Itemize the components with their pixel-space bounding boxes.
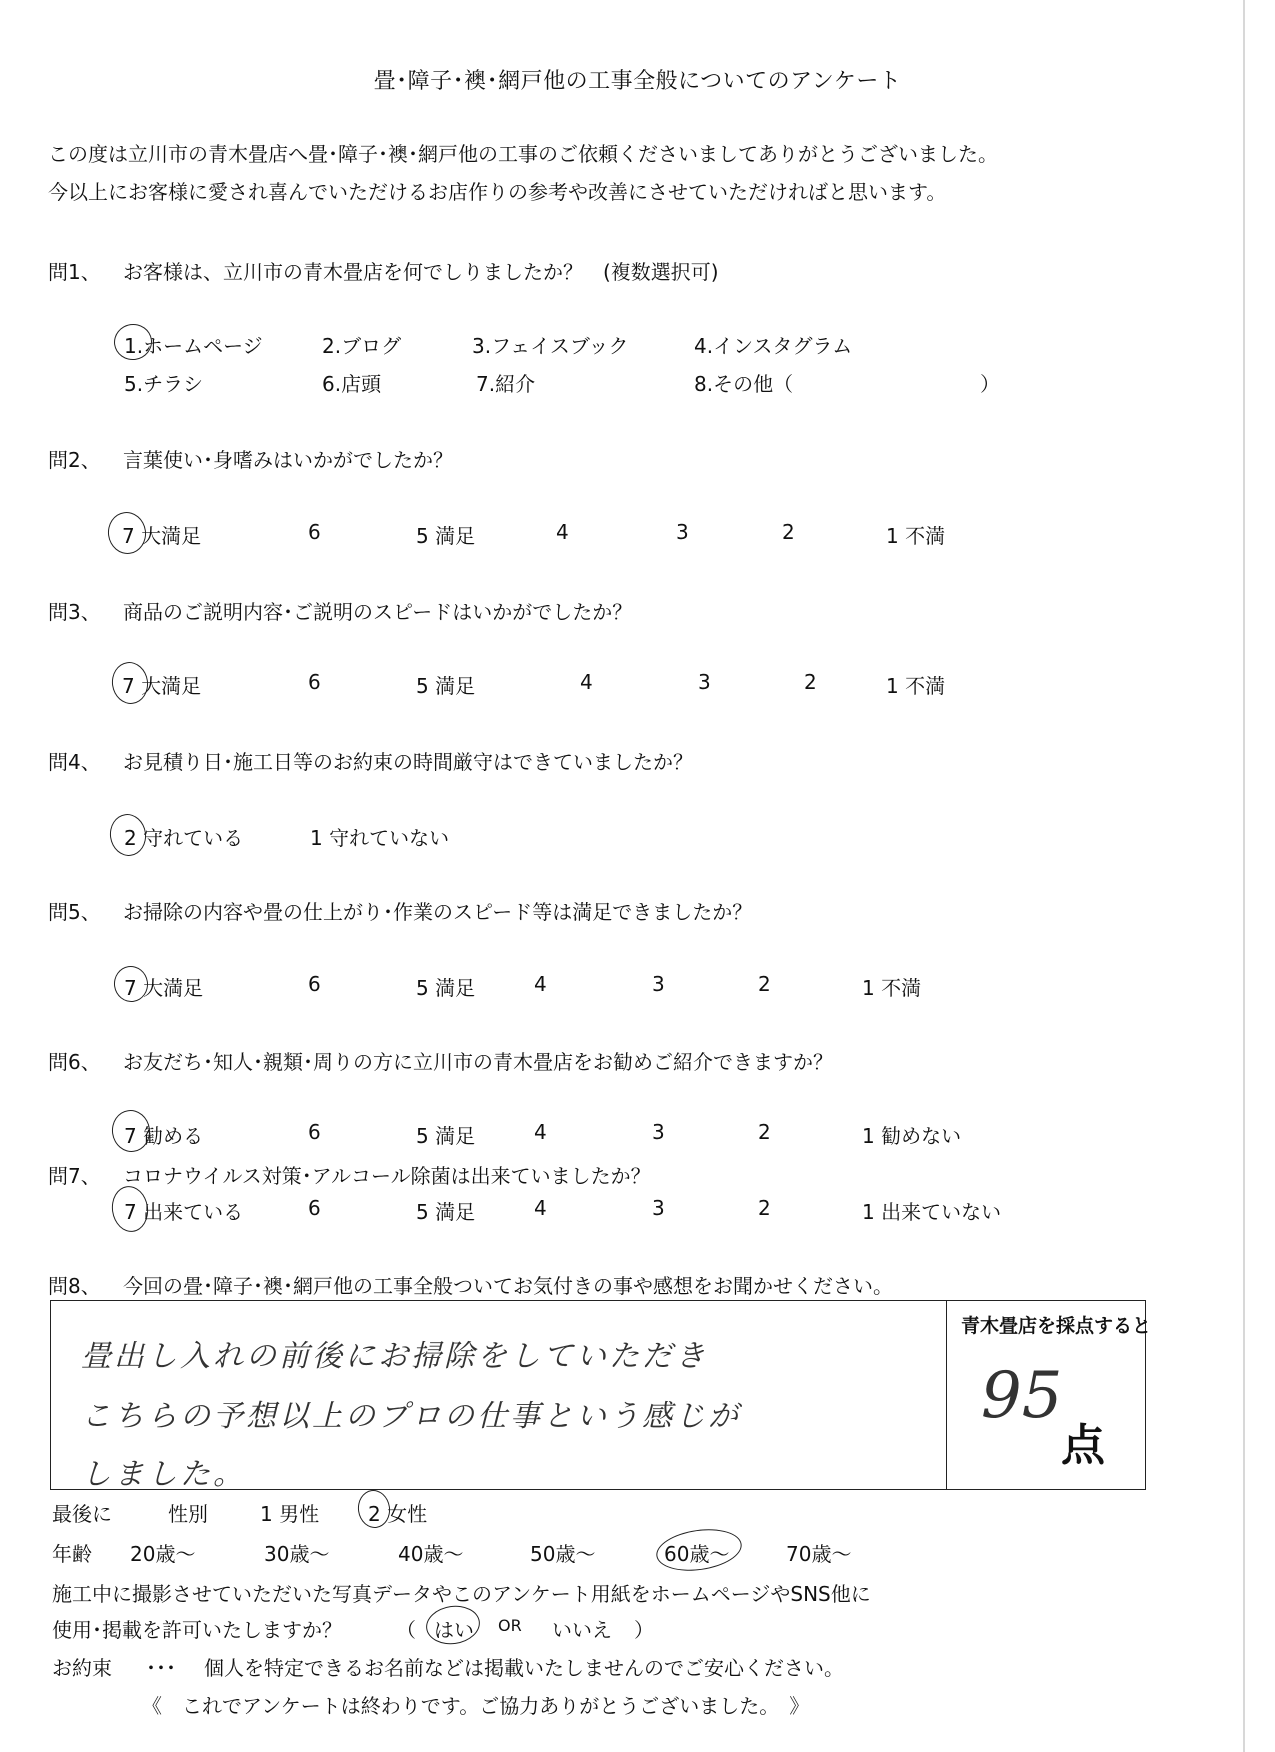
- q6-option-5[interactable]: 5 満足: [416, 1124, 476, 1148]
- q3-option-1[interactable]: 1 不満: [886, 674, 946, 698]
- q6-option-7[interactable]: 7 勧める: [124, 1124, 204, 1148]
- question-7: [48, 1160, 651, 1189]
- question-number: 問3、: [48, 600, 101, 624]
- handwritten-comment-line-3: しました。: [81, 1457, 246, 1492]
- question-text: コロナウイルス対策･アルコール除菌は出来ていましたか？: [123, 1164, 651, 1188]
- q1-option-3[interactable]: 3.フェイスブック: [472, 334, 629, 358]
- question-text: お掃除の内容や畳の仕上がり･作業のスピード等は満足できましたか？: [123, 900, 753, 924]
- intro-line-1: この度は立川市の青木畳店へ畳･障子･襖･網戸他の工事のご依頼くださいましてありがとうございました。: [48, 142, 998, 166]
- q2-option-3[interactable]: 3: [676, 520, 689, 544]
- question-2: [48, 444, 453, 473]
- q6-option-6[interactable]: 6: [308, 1120, 321, 1144]
- q2-option-6[interactable]: 6: [308, 520, 321, 544]
- age-selected-circle: [654, 1524, 745, 1576]
- score-unit: 点: [1061, 1420, 1105, 1471]
- q2-option-1[interactable]: 1 不満: [886, 524, 946, 548]
- age-option-50[interactable]: 50歳～: [530, 1542, 596, 1566]
- question-5: [48, 896, 752, 925]
- q5-option-5[interactable]: 5 満足: [416, 976, 476, 1000]
- q5-option-6[interactable]: 6: [308, 972, 321, 996]
- q7-option-2[interactable]: 2: [758, 1196, 771, 1220]
- question-text: お客様は、立川市の青木畳店を何でしりましたか？ (複数選択可): [123, 260, 719, 284]
- age-option-30[interactable]: 30歳～: [264, 1542, 330, 1566]
- question-1: [48, 256, 719, 285]
- q3-option-5[interactable]: 5 満足: [416, 674, 476, 698]
- question-number: 問7、: [48, 1164, 101, 1188]
- age-option-70[interactable]: 70歳～: [786, 1542, 852, 1566]
- q3-option-3[interactable]: 3: [698, 670, 711, 694]
- q7-selected-circle: [109, 1184, 151, 1235]
- question-number: 問4、: [48, 750, 101, 774]
- survey-title: 畳･障子･襖･網戸他の工事全般についてのアンケート: [373, 69, 902, 94]
- q5-option-3[interactable]: 3: [652, 972, 665, 996]
- q6-option-4[interactable]: 4: [534, 1120, 547, 1144]
- gender-option-female[interactable]: 2 女性: [368, 1502, 428, 1526]
- gender-option-male[interactable]: 1 男性: [260, 1502, 320, 1526]
- q7-option-3[interactable]: 3: [652, 1196, 665, 1220]
- question-number: 問2、: [48, 448, 101, 472]
- q1-option-4[interactable]: 4.インスタグラム: [694, 334, 853, 358]
- q3-option-6[interactable]: 6: [308, 670, 321, 694]
- q2-selected-circle: [105, 510, 148, 557]
- question-number: 問8、: [48, 1274, 101, 1298]
- permission-no[interactable]: いいえ: [552, 1618, 612, 1642]
- q3-option-2[interactable]: 2: [804, 670, 817, 694]
- q1-option-1[interactable]: 1.ホームページ: [124, 334, 263, 358]
- question-8: [48, 1270, 893, 1299]
- question-number: 問6、: [48, 1050, 101, 1074]
- q2-option-5[interactable]: 5 満足: [416, 524, 476, 548]
- q6-option-3[interactable]: 3: [652, 1120, 665, 1144]
- question-text: お友だち･知人･親類･周りの方に立川市の青木畳店をお勧めご紹介できますか？: [123, 1050, 833, 1074]
- q4-selected-circle: [107, 812, 148, 859]
- q1-option-7[interactable]: 7.紹介: [476, 372, 536, 396]
- q7-option-5[interactable]: 5 満足: [416, 1200, 476, 1224]
- q2-option-7[interactable]: 7 大満足: [122, 524, 202, 548]
- promise-text: 個人を特定できるお名前などは掲載いたしませんのでご安心ください。: [204, 1656, 844, 1680]
- age-label: 年齢: [52, 1542, 92, 1566]
- permission-open: （: [396, 1618, 416, 1642]
- q1-option-8-close: ）: [980, 372, 1000, 396]
- question-4: [48, 746, 693, 775]
- q1-option-8[interactable]: 8.その他（: [694, 372, 794, 396]
- q5-option-7[interactable]: 7 大満足: [124, 976, 204, 1000]
- promise-label: お約束: [52, 1656, 112, 1680]
- q5-option-1[interactable]: 1 不満: [862, 976, 922, 1000]
- question-3: [48, 596, 632, 625]
- q3-selected-circle: [109, 660, 150, 707]
- q7-option-1[interactable]: 1 出来ていない: [862, 1200, 1002, 1224]
- scan-edge: [1243, 0, 1245, 1752]
- q3-option-7[interactable]: 7 大満足: [122, 674, 202, 698]
- intro-line-2: 今以上にお客様に愛され喜んでいただけるお店作りの参考や改善にさせていただければと思います。: [48, 180, 947, 204]
- q1-option-2[interactable]: 2.ブログ: [322, 334, 402, 358]
- q1-option-5[interactable]: 5.チラシ: [124, 372, 204, 396]
- q2-option-2[interactable]: 2: [782, 520, 795, 544]
- question-text: 今回の畳･障子･襖･網戸他の工事全般ついてお気付きの事や感想をお聞かせください。: [123, 1274, 893, 1298]
- permission-or: OR: [498, 1616, 522, 1635]
- score-value[interactable]: 95: [981, 1359, 1063, 1433]
- comment-score-divider: [946, 1301, 947, 1489]
- final-lead: 最後に: [52, 1502, 112, 1526]
- permission-line-2: 使用･掲載を許可いたしますか？: [52, 1618, 342, 1642]
- permission-line-1: 施工中に撮影させていただいた写真データやこのアンケート用紙をホームページやSNS他に: [52, 1582, 871, 1606]
- q6-option-2[interactable]: 2: [758, 1120, 771, 1144]
- closing-message: 《 これでアンケートは終わりです。ご協力ありがとうございました。 》: [142, 1694, 810, 1718]
- q4-option-1[interactable]: 1 守れていない: [310, 826, 450, 850]
- q2-option-4[interactable]: 4: [556, 520, 569, 544]
- question-number: 問1、: [48, 260, 101, 284]
- handwritten-comment-line-2: こちらの予想以上のプロの仕事という感じが: [81, 1399, 741, 1434]
- q7-option-7[interactable]: 7 出来ている: [124, 1200, 244, 1224]
- q4-option-2[interactable]: 2 守れている: [124, 826, 244, 850]
- question-text: 商品のご説明内容･ご説明のスピードはいかがでしたか？: [123, 600, 633, 624]
- q3-option-4[interactable]: 4: [580, 670, 593, 694]
- question-text: お見積り日･施工日等のお約束の時間厳守はできていましたか？: [123, 750, 693, 774]
- promise-dots: ･･･: [146, 1656, 176, 1680]
- age-option-20[interactable]: 20歳～: [130, 1542, 196, 1566]
- gender-label: 性別: [168, 1502, 208, 1526]
- q1-option-6[interactable]: 6.店頭: [322, 372, 382, 396]
- handwritten-comment-line-1: 畳出し入れの前後にお掃除をしていただき: [81, 1339, 708, 1374]
- q5-option-2[interactable]: 2: [758, 972, 771, 996]
- permission-close: ）: [634, 1618, 654, 1642]
- question-text: 言葉使い･身嗜みはいかがでしたか？: [123, 448, 453, 472]
- question-6: [48, 1046, 833, 1075]
- q6-option-1[interactable]: 1 勧めない: [862, 1124, 962, 1148]
- question-number: 問5、: [48, 900, 101, 924]
- score-label: 青木畳店を採点すると: [961, 1315, 1152, 1337]
- q5-option-4[interactable]: 4: [534, 972, 547, 996]
- comment-box[interactable]: [50, 1300, 1152, 1492]
- q7-option-4[interactable]: 4: [534, 1196, 547, 1220]
- q7-option-6[interactable]: 6: [308, 1196, 321, 1220]
- age-option-40[interactable]: 40歳～: [398, 1542, 464, 1566]
- age-option-60[interactable]: 60歳～: [664, 1542, 730, 1566]
- permission-yes[interactable]: はい: [434, 1618, 474, 1642]
